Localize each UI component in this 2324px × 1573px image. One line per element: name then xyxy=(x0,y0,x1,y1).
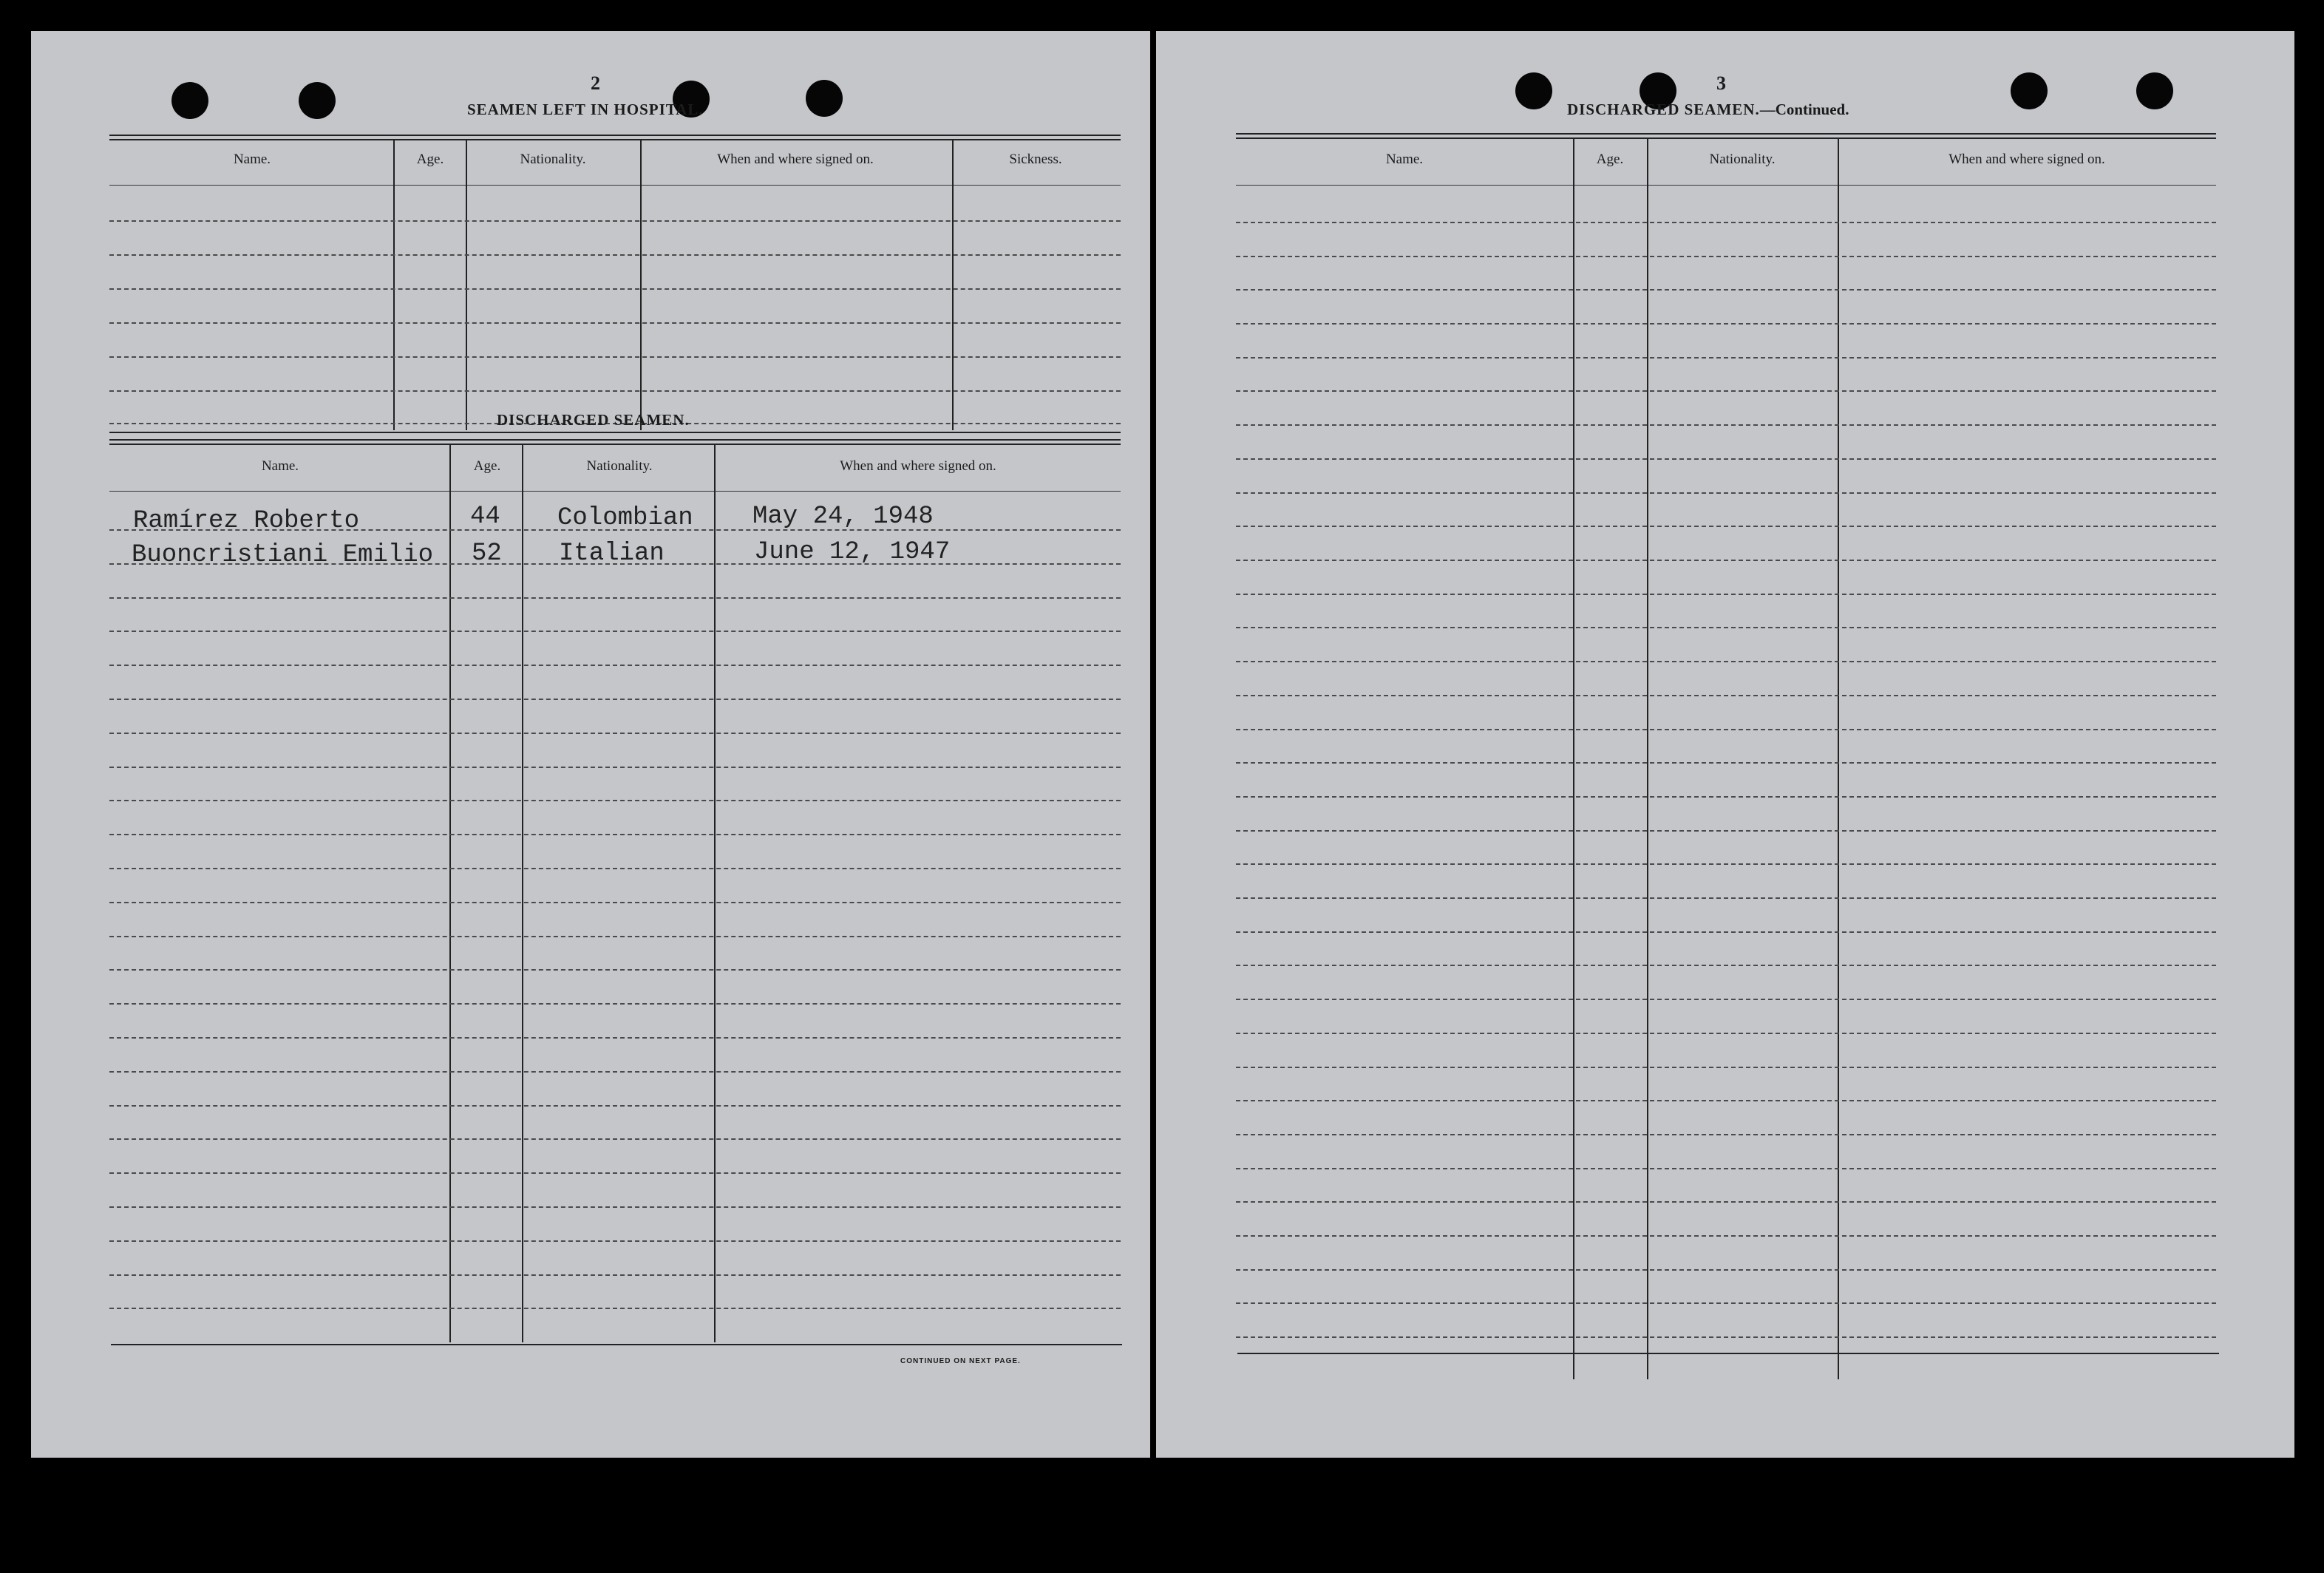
title-text: DISCHARGED SEAMEN. xyxy=(1567,101,1760,118)
table-row xyxy=(109,1274,1121,1276)
table-row xyxy=(1236,661,2216,662)
table-row xyxy=(1236,897,2216,899)
entry-age: 52 xyxy=(472,540,502,568)
column-header: Age. xyxy=(473,458,501,474)
column-header: Name. xyxy=(1385,152,1424,167)
table-row xyxy=(1236,390,2216,392)
page-number: 2 xyxy=(591,72,600,94)
table-row xyxy=(109,800,1121,801)
table-row xyxy=(109,322,1121,324)
header-underline xyxy=(109,185,1121,186)
table-row xyxy=(1236,1067,2216,1068)
table-row xyxy=(1236,256,2216,257)
table-top-rule xyxy=(109,139,1121,140)
column-header: Age. xyxy=(416,152,444,167)
table-row xyxy=(1236,594,2216,595)
table-row xyxy=(109,288,1121,290)
discharged-continued-title xyxy=(1567,101,1849,119)
header-underline xyxy=(109,491,1121,492)
punch-hole xyxy=(806,80,843,117)
table-row xyxy=(109,1071,1121,1073)
punch-hole xyxy=(299,82,336,119)
table-row xyxy=(1236,965,2216,966)
table-row xyxy=(1236,526,2216,527)
table-bottom-rule xyxy=(111,1344,1122,1345)
table-row xyxy=(1236,762,2216,764)
column-header: Sickness. xyxy=(1009,152,1062,167)
table-row xyxy=(109,1037,1121,1039)
table-row xyxy=(109,902,1121,903)
table-row xyxy=(1236,1302,2216,1304)
entry-signed-on: May 24, 1948 xyxy=(752,503,934,531)
column-divider xyxy=(393,140,395,430)
column-divider xyxy=(1647,139,1648,1379)
table-row xyxy=(1236,458,2216,460)
table-row xyxy=(1236,560,2216,561)
header-underline xyxy=(1236,185,2216,186)
table-row xyxy=(1236,357,2216,359)
table-row xyxy=(109,1308,1121,1309)
entry-signed-on: June 12, 1947 xyxy=(754,538,951,566)
table-row xyxy=(1236,1235,2216,1237)
table-row xyxy=(109,868,1121,869)
table-row xyxy=(109,767,1121,768)
table-row xyxy=(109,834,1121,835)
entry-nationality: Italian xyxy=(559,540,665,568)
hospital-section-title: SEAMEN LEFT IN HOSPITAL. xyxy=(467,101,704,118)
column-divider xyxy=(1573,139,1574,1379)
table-row xyxy=(109,631,1121,632)
table-row xyxy=(1236,1269,2216,1271)
table-row xyxy=(109,1003,1121,1005)
table-row xyxy=(109,1206,1121,1208)
column-header: Nationality. xyxy=(586,458,653,474)
table-top-rule xyxy=(1236,137,2216,139)
column-header: Name. xyxy=(261,458,299,474)
table-row xyxy=(1236,1033,2216,1034)
column-header: Name. xyxy=(233,152,271,167)
table-row xyxy=(109,356,1121,358)
table-row xyxy=(109,597,1121,599)
left-page xyxy=(31,31,1150,1458)
right-page xyxy=(1156,31,2294,1458)
table-row xyxy=(109,1138,1121,1140)
column-header: Nationality. xyxy=(520,152,586,167)
table-row xyxy=(109,220,1121,222)
column-header: Age. xyxy=(1596,152,1624,167)
entry-name: Buoncristiani Emilio xyxy=(132,541,434,569)
table-bottom-rule xyxy=(1237,1353,2219,1354)
table-row xyxy=(1236,999,2216,1000)
punch-hole xyxy=(1515,72,1552,109)
table-row xyxy=(1236,1336,2216,1338)
table-row xyxy=(1236,492,2216,494)
table-row xyxy=(1236,796,2216,798)
continued-note: CONTINUED ON NEXT PAGE. xyxy=(900,1357,1021,1365)
table-row xyxy=(109,254,1121,256)
table-row xyxy=(1236,424,2216,426)
column-divider xyxy=(1838,139,1839,1379)
column-header: When and where signed on. xyxy=(717,152,874,167)
entry-nationality: Colombian xyxy=(557,504,693,532)
table-row xyxy=(109,1105,1121,1107)
table-top-rule xyxy=(1236,133,2216,135)
table-row xyxy=(1236,222,2216,223)
table-top-rule xyxy=(109,135,1121,136)
table-row xyxy=(109,733,1121,734)
table-row xyxy=(1236,323,2216,325)
table-row xyxy=(109,1240,1121,1242)
punch-hole xyxy=(2011,72,2048,109)
table-row xyxy=(1236,289,2216,291)
table-row xyxy=(109,1172,1121,1174)
table-row xyxy=(1236,729,2216,730)
table-row xyxy=(109,699,1121,700)
table-row xyxy=(1236,863,2216,865)
table-row xyxy=(1236,931,2216,933)
column-header: Nationality. xyxy=(1709,152,1776,167)
column-header: When and where signed on. xyxy=(1948,152,2105,167)
table-bottom-rule xyxy=(109,432,1121,433)
table-row xyxy=(1236,1168,2216,1169)
table-row xyxy=(1236,830,2216,832)
column-divider xyxy=(952,140,954,430)
column-header: When and where signed on. xyxy=(840,458,996,474)
title-suffix: —Continued. xyxy=(1759,101,1849,118)
table-row xyxy=(1236,627,2216,628)
punch-hole xyxy=(171,82,208,119)
page-number: 3 xyxy=(1716,72,1726,94)
table-row xyxy=(1236,1100,2216,1101)
column-divider xyxy=(640,140,642,430)
table-row xyxy=(109,665,1121,666)
table-row xyxy=(109,390,1121,392)
column-divider xyxy=(466,140,467,430)
table-row xyxy=(1236,695,2216,696)
entry-age: 44 xyxy=(470,503,500,531)
table-row xyxy=(109,969,1121,971)
entry-name: Ramírez Roberto xyxy=(133,507,360,535)
table-row xyxy=(109,936,1121,937)
punch-hole xyxy=(2136,72,2173,109)
table-row xyxy=(1236,1201,2216,1203)
discharged-section-title: DISCHARGED SEAMEN. xyxy=(497,411,690,429)
table-top-rule xyxy=(109,444,1121,445)
table-row xyxy=(1236,1134,2216,1135)
table-top-rule xyxy=(109,439,1121,441)
